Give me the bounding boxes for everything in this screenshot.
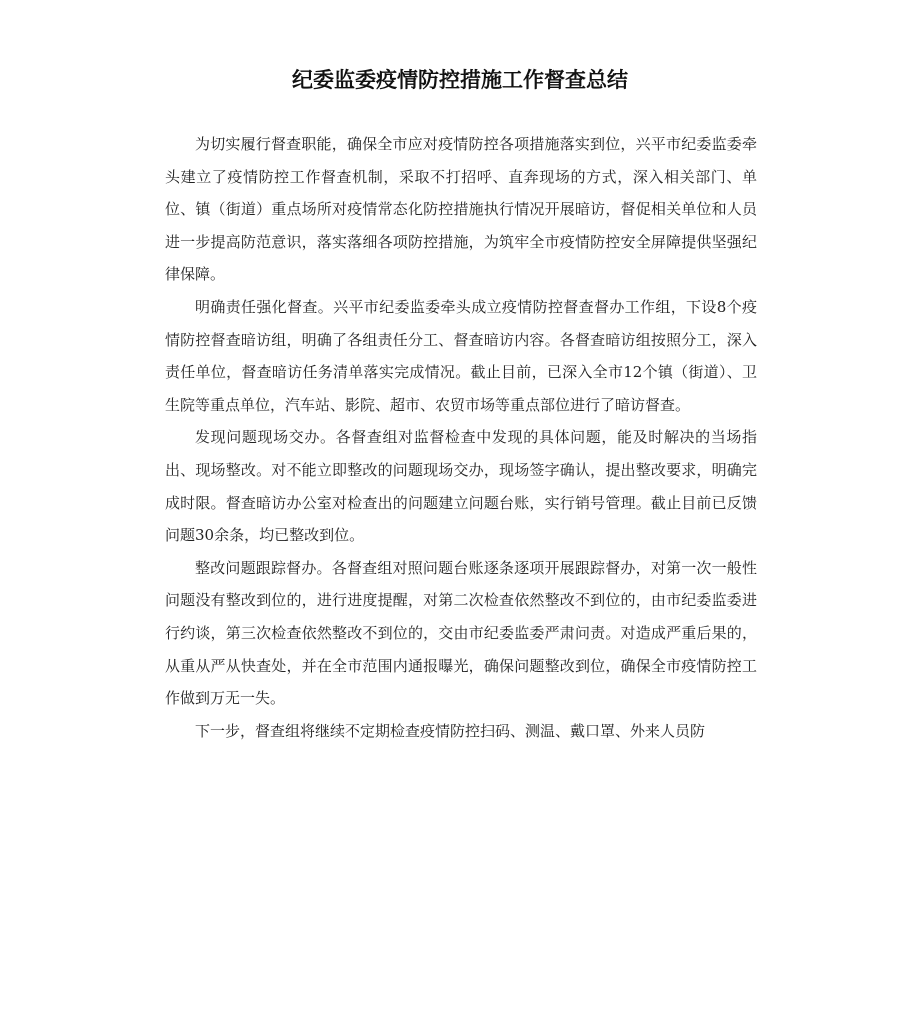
paragraph-onsite-assignment: 发现问题现场交办。各督查组对监督检查中发现的具体问题，能及时解决的当场指出、现场整改。对不能立即整改的问题现场交办，现场签字确认，提出整改要求，明确完成时限。督查暗访办公室对检查出的问题建立问题台账，实行销号管理。截止目前已反馈问题30余条，均已整改到位。	[165, 428, 757, 545]
document-title: 纪委监委疫情防控措施工作督查总结	[292, 68, 628, 92]
paragraph-intro: 为切实履行督查职能，确保全市应对疫情防控各项措施落实到位，兴平市纪委监委牵头建立了疫情防控工作督查机制，采取不打招呼、直奔现场的方式，深入相关部门、单位、镇（街道）重点场所对疫情常态化防控措施执行情况开展暗访，督促相关单位和人员进一步提高防范意识，落实落细各项防控措施，为筑牢全市疫情防控安全屏障提供坚强纪律保障。	[165, 135, 757, 284]
document-body	[165, 128, 757, 747]
paragraph-follow-up: 整改问题跟踪督办。各督查组对照问题台账逐条逐项开展跟踪督办，对第一次一般性问题没有整改到位的，进行进度提醒，对第二次检查依然整改不到位的，由市纪委监委进行约谈，第三次检查依然整改不到位的，交由市纪委监委严肃问责。对造成严重后果的，从重从严从快查处，并在全市范围内通报曝光，确保问题整改到位，确保全市疫情防控工作做到万无一失。	[165, 558, 757, 708]
paragraph-responsibility: 明确责任强化督查。兴平市纪委监委牵头成立疫情防控督查督办工作组，下设8个疫情防控督查暗访组，明确了各组责任分工、督查暗访内容。各督查暗访组按照分工，深入责任单位，督查暗访任务清单落实完成情况。截止目前，已深入全市12个镇（街道）、卫生院等重点单位，汽车站、影院、超市、农贸市场等重点部位进行了暗访督查。	[165, 297, 757, 414]
paragraph-next-step: 下一步，督查组将继续不定期检查疫情防控扫码、测温、戴口罩、外来人员防	[195, 721, 706, 740]
